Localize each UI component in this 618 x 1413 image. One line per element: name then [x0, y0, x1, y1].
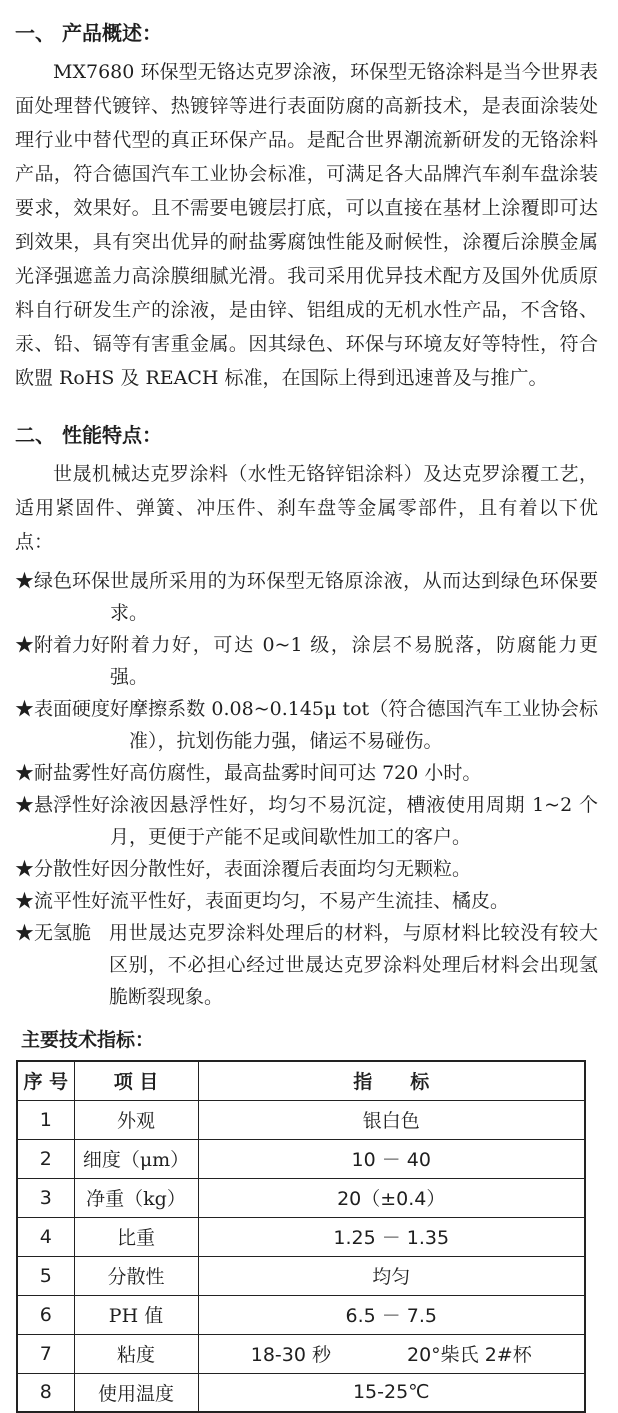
feature-desc: 摩擦系数 0.08~0.145μ tot（符合德国汽车工业协会标准），抗划伤能力强，储运不易碰伤。 [129, 698, 598, 752]
cell-item: PH 值 [74, 1295, 198, 1334]
feature-desc: 附着力好，可达 0~1 级，涂层不易脱落，防腐能力更强。 [110, 634, 598, 688]
cell-no: 5 [17, 1256, 74, 1295]
star-icon: ★ [15, 762, 35, 784]
cell-no: 8 [17, 1373, 74, 1412]
table-row [17, 1334, 585, 1373]
cell-value: 18-30 秒 20°柴氏 2#杯 [198, 1334, 585, 1373]
cell-no: 1 [17, 1100, 74, 1139]
table-row [17, 1100, 585, 1139]
feature-item-dispersion [15, 853, 598, 885]
feature-desc: 高仿腐性，最高盐雾时间可达 720 小时。 [129, 762, 482, 784]
star-icon: ★ [15, 794, 35, 816]
section1-number: 一、 [15, 21, 55, 45]
feature-desc: 因分散性好，表面涂覆后表面均匀无颗粒。 [110, 858, 472, 880]
section1-paragraph: MX7680 环保型无铬达克罗涂液，环保型无铬涂料是当今世界表面处理替代镀锌、热镀锌等进行表面防腐的高新技术，是表面涂装处理行业中替代型的真正环保产品。是配合世界潮流新研发的无铬涂料产品，符合德国汽车工业协会标准，可满足各大品牌汽车刹车盘涂装要求，效果好。且不需要电镀层打底，可以直接在基材上涂覆即可达到效果，具有突出优异的耐盐雾腐蚀性能及耐候性，涂覆后涂膜金属光泽强遮盖力高涂膜细腻光滑。我司采用优异技术配方及国外优质原料自行研发生产的涂液，是由锌、铝组成的无机水性产品，不含铬、汞、铅、镉等有害重金属。因其绿色、环保与环境友好等特性，符合欧盟 RoHS 及 REACH 标准，在国际上得到迅速普及与推广。 [15, 61, 598, 389]
cell-value: 10 － 40 [198, 1139, 585, 1178]
feature-item-suspension [15, 789, 598, 853]
feature-desc: 涂液因悬浮性好，均匀不易沉淀，槽液使用周期 1~2 个月，更便于产能不足或间歇性加工的客户。 [110, 794, 598, 848]
cell-item: 使用温度 [74, 1373, 198, 1412]
star-icon: ★ [15, 890, 35, 912]
feature-item-hardness [15, 693, 598, 757]
section2-heading [15, 422, 598, 448]
table-row [17, 1295, 585, 1334]
feature-label: 无氢脆 [34, 922, 92, 944]
cell-item: 细度（μm） [74, 1139, 198, 1178]
star-icon: ★ [15, 698, 35, 720]
feature-label: 附着力好 [34, 634, 111, 656]
cell-item: 粘度 [74, 1334, 198, 1373]
specs-title: 主要技术指标： [21, 1029, 155, 1051]
cell-no: 4 [17, 1217, 74, 1256]
cell-item: 净重（kg） [74, 1178, 198, 1217]
cell-value: 6.5 － 7.5 [198, 1295, 585, 1334]
feature-item-adhesion [15, 629, 598, 693]
feature-item-salt-spray [15, 757, 598, 789]
feature-item-no-hydrogen-embrittlement [15, 917, 598, 1013]
cell-value: 15-25℃ [198, 1373, 585, 1412]
feature-label: 悬浮性好 [34, 794, 111, 816]
cell-no: 6 [17, 1295, 74, 1334]
table-row [17, 1139, 585, 1178]
feature-list [15, 565, 598, 1013]
cell-no: 3 [17, 1178, 74, 1217]
col-header-no: 序 号 [17, 1061, 74, 1100]
cell-item: 分散性 [74, 1256, 198, 1295]
feature-item-green [15, 565, 598, 629]
section2-number: 二、 [15, 423, 55, 447]
section1-heading [15, 20, 598, 46]
col-header-item: 项 目 [74, 1061, 198, 1100]
feature-label: 表面硬度好 [34, 698, 130, 720]
star-icon: ★ [15, 570, 35, 592]
table-row [17, 1217, 585, 1256]
table-row [17, 1256, 585, 1295]
section2-title: 性能特点： [62, 423, 162, 447]
feature-label: 流平性好 [34, 890, 111, 912]
cell-item: 比重 [74, 1217, 198, 1256]
section2-paragraph: 世晟机械达克罗涂料（水性无铬锌铝涂料）及达克罗涂覆工艺，适用紧固件、弹簧、冲压件、刹车盘等金属零部件，且有着以下优点： [15, 463, 598, 553]
cell-value: 1.25 － 1.35 [198, 1217, 585, 1256]
feature-label: 分散性好 [34, 858, 111, 880]
star-icon: ★ [15, 858, 35, 880]
specs-table [16, 1060, 586, 1413]
feature-desc: 流平性好，表面更均匀，不易产生流挂、橘皮。 [110, 890, 510, 912]
star-icon: ★ [15, 922, 35, 944]
feature-desc: 用世晟达克罗涂料处理后的材料，与原材料比较没有较大区别，不必担心经过世晟达克罗涂料处理后材料会出现氢脆断裂现象。 [109, 922, 598, 1008]
feature-desc: 世晟所采用的为环保型无铬原涂液，从而达到绿色环保要求。 [110, 570, 598, 624]
table-row [17, 1178, 585, 1217]
cell-no: 2 [17, 1139, 74, 1178]
cell-item: 外观 [74, 1100, 198, 1139]
star-icon: ★ [15, 634, 35, 656]
table-row [17, 1373, 585, 1412]
section1-title: 产品概述： [62, 21, 162, 45]
feature-item-leveling [15, 885, 598, 917]
cell-no: 7 [17, 1334, 74, 1373]
col-header-value: 指 标 [198, 1061, 585, 1100]
specs-header-row [17, 1061, 585, 1100]
feature-label: 绿色环保 [34, 570, 111, 592]
feature-label: 耐盐雾性好 [34, 762, 130, 784]
cell-value: 均匀 [198, 1256, 585, 1295]
cell-value: 银白色 [198, 1100, 585, 1139]
cell-value: 20（±0.4） [198, 1178, 585, 1217]
